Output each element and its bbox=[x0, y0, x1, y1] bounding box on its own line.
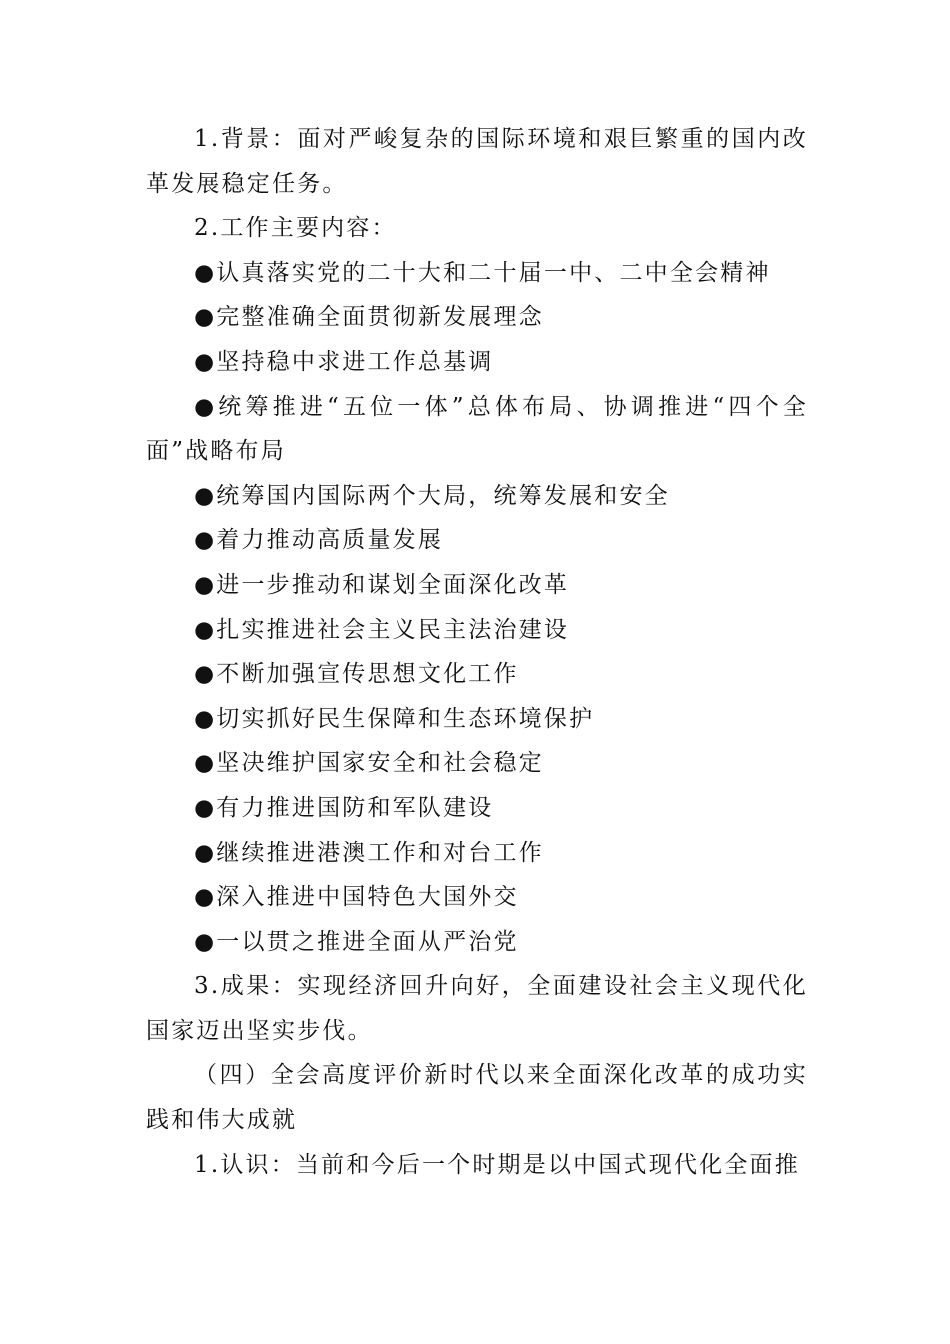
bullet-item: ●继续推进港澳工作和对台工作 bbox=[194, 839, 544, 866]
bullet-item: ●深入推进中国特色大国外交 bbox=[194, 884, 519, 911]
paragraph-background: 1.背景：面对严峻复杂的国际环境和艰巨繁重的国内改革发展稳定任务。 bbox=[146, 126, 808, 197]
bullet-item: ●着力推动高质量发展 bbox=[194, 527, 444, 554]
document-page bbox=[146, 117, 808, 1187]
bullet-item: ●扎实推进社会主义民主法治建设 bbox=[194, 616, 570, 643]
paragraph-results: 3.成果：实现经济回升向好，全面建设社会主义现代化国家迈出坚实步伐。 bbox=[146, 973, 808, 1044]
bullet-item: ●切实抓好民生保障和生态环境保护 bbox=[194, 705, 595, 732]
paragraph-recognition: 1.认识：当前和今后一个时期是以中国式现代化全面推 bbox=[194, 1151, 800, 1178]
bullet-item: ●坚决维护国家安全和社会稳定 bbox=[194, 750, 544, 777]
bullet-item: ●完整准确全面贯彻新发展理念 bbox=[194, 304, 544, 331]
bullet-item: ●坚持稳中求进工作总基调 bbox=[194, 348, 494, 375]
bullet-item: ●进一步推动和谋划全面深化改革 bbox=[194, 571, 570, 598]
bullet-item: ●有力推进国防和军队建设 bbox=[194, 794, 494, 821]
section-heading-four: （四）全会高度评价新时代以来全面深化改革的成功实践和伟大成就 bbox=[146, 1062, 808, 1134]
paragraph-main-content-heading: 2.工作主要内容： bbox=[194, 215, 397, 242]
bullet-item: ●统筹推进“五位一体”总体布局、协调推进“四个全面”战略布局 bbox=[146, 393, 808, 465]
bullet-item: ●一以贯之推进全面从严治党 bbox=[194, 928, 519, 955]
bullet-item: ●不断加强宣传思想文化工作 bbox=[194, 661, 519, 688]
bullet-item: ●统筹国内国际两个大局，统筹发展和安全 bbox=[194, 482, 670, 509]
bullet-item: ●认真落实党的二十大和二十届一中、二中全会精神 bbox=[194, 259, 771, 286]
